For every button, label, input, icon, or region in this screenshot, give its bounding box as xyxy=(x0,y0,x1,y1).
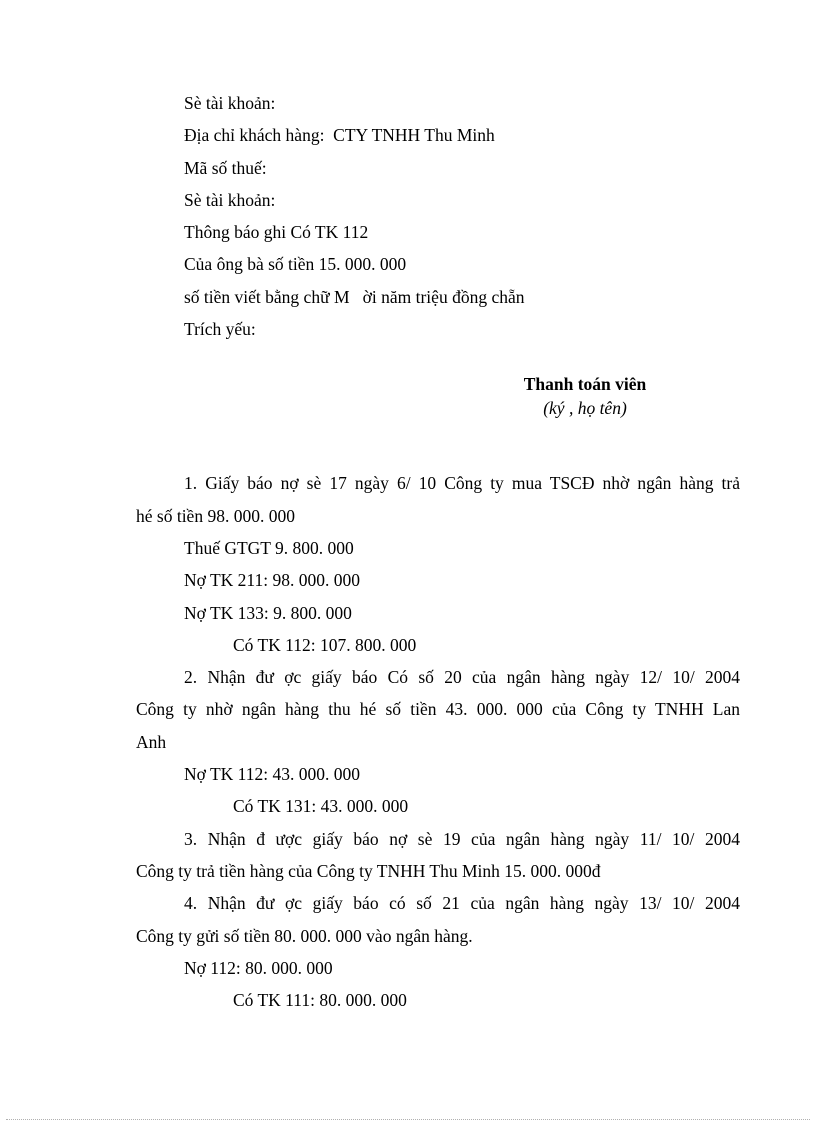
journal-entries xyxy=(136,467,740,1016)
header-field-line: số tiền viết bằng chữ M ời năm triệu đồng chẵn xyxy=(184,286,525,307)
entry-line: Công ty nhờ ngân hàng thu hé số tiền 43. 000. 000 của Công ty TNHH Lan xyxy=(136,699,740,720)
entry-line: Công ty trả tiền hàng của Công ty TNHH Thu Minh 15. 000. 000đ xyxy=(136,860,601,881)
header-field-line: Địa chỉ khách hàng: CTY TNHH Thu Minh xyxy=(184,125,495,146)
entry-line: Nợ TK 211: 98. 000. 000 xyxy=(184,570,360,591)
header-field-line: Sè tài khoản: xyxy=(184,189,276,210)
signature-subtitle: (ký , họ tên) xyxy=(543,398,627,419)
entry-line: Nợ TK 112: 43. 000. 000 xyxy=(184,764,360,785)
header-fields xyxy=(136,87,740,345)
header-field-line: Của ông bà số tiền 15. 000. 000 xyxy=(184,254,407,275)
signature-title: Thanh toán viên xyxy=(523,374,647,395)
page-break-divider xyxy=(6,1119,810,1120)
entry-line: 1. Giấy báo nợ sè 17 ngày 6/ 10 Công ty mua TSCĐ nhờ ngân hàng trả xyxy=(184,473,740,494)
entry-line: Nợ TK 133: 9. 800. 000 xyxy=(184,602,352,623)
header-field-line: Mã số thuế: xyxy=(184,157,267,178)
entry-line: Nợ 112: 80. 000. 000 xyxy=(184,957,333,978)
entry-line: Công ty gửi số tiền 80. 000. 000 vào ngân hàng. xyxy=(136,925,473,946)
entry-line: Có TK 111: 80. 000. 000 xyxy=(233,990,407,1011)
entry-line: Có TK 131: 43. 000. 000 xyxy=(233,796,409,817)
header-field-line: Thông báo ghi Có TK 112 xyxy=(184,222,369,243)
entry-line: Thuế GTGT 9. 800. 000 xyxy=(184,537,354,558)
entry-line: 3. Nhận đ ược giấy báo nợ sè 19 của ngân hàng ngày 11/ 10/ 2004 xyxy=(184,828,740,849)
header-field-line: Sè tài khoản: xyxy=(184,93,276,113)
header-field-line: Trích yếu: xyxy=(184,319,256,340)
entry-line: Có TK 112: 107. 800. 000 xyxy=(233,634,417,655)
entry-line: hé số tiền 98. 000. 000 xyxy=(136,505,295,526)
entry-line: 4. Nhận đư ợc giấy báo có số 21 của ngân hàng ngày 13/ 10/ 2004 xyxy=(184,893,740,914)
entry-line: Anh xyxy=(136,731,167,752)
entry-line: 2. Nhận đư ợc giấy báo Có số 20 của ngân hàng ngày 12/ 10/ 2004 xyxy=(184,667,740,688)
signature-block xyxy=(440,372,730,420)
